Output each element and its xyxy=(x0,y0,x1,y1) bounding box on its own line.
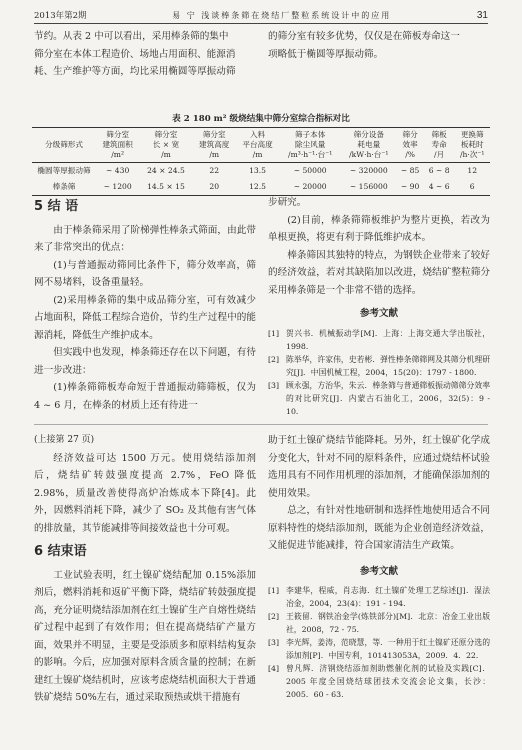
reference-item: [4] 曾凡辉．济钢烧结添加剂助燃催化剂的试验及实践[C]．2005 年度全国烧结球团技术交流会论文集，长沙：2005．60 - 63． xyxy=(268,664,490,699)
table-cell: ~ 90 xyxy=(400,182,420,191)
paragraph: 经济效益可达 1500 万元。使用烧结添加剂后，烧结矿转鼓强度提高 2.7%，FeO 降低 2.98%，质量改善使得高炉冶炼成本下降[4]。此外，因燃料消耗下降，减少了 SO₂ 及其他有害气体的排放量，其节能减排等间接效益也十分可观。 xyxy=(34,452,256,534)
continuation-note: (上接第 27 页) xyxy=(34,435,95,445)
paragraph: 棒条筛因其独特的特点，为钢铁企业带来了较好的经济效益，若对其缺陷加以改进，烧结矿整粒筛分采用棒条筛是一个非常不错的选择。 xyxy=(268,249,490,296)
table-header-row xyxy=(32,128,490,163)
table-header-cell: 筛分室 建筑高度 /m xyxy=(199,130,230,159)
table-header-cell: 筛分设备 耗电量 /kW·h·台⁻¹ xyxy=(349,130,389,159)
table-header-cell: 筛分室 建筑面积 /m² xyxy=(102,130,133,159)
top-left-text xyxy=(34,28,256,81)
table-row xyxy=(32,163,490,180)
table-caption: 表 2 180 m² 级烧结集中筛分室综合指标对比 xyxy=(172,114,350,124)
paragraph: 但实践中也发现，棒条筛还存在以下问题，有待进一步改进： xyxy=(34,347,256,376)
reference-item: [3] 顾永强，方治华，朱云．棒条筛与普通筛板振动筛筛分效率的对比研究[J]．内蒙古石油化工，2006，32(5)：9 - 10． xyxy=(268,380,490,416)
paragraph: 步研究。 xyxy=(268,197,307,208)
table-cell: 14.5 × 15 xyxy=(147,182,185,191)
table-cell: 13.5 xyxy=(249,166,267,175)
text-line: 的筛分室有较多优势，仅仅是在筛板寿命这一 xyxy=(268,31,460,42)
table-cell: 6 xyxy=(469,182,475,191)
table-cell: 20 xyxy=(209,182,220,191)
comparison-table xyxy=(32,127,490,196)
header-rule xyxy=(34,23,488,24)
section-heading: 5 结 语 xyxy=(34,199,79,214)
paragraph: 总之，有针对性地研制和选择性地使用适合不同原料特性的烧结添加剂，既能为企业创造经济效益，又能促进节能减排，符合国家清洁生产政策。 xyxy=(268,505,490,551)
table-header-cell: 筛分 效率 /% xyxy=(402,130,418,159)
table-header-cell: 筛子本体 除尘风量 /m³·h⁻¹·台⁻¹ xyxy=(288,130,333,159)
table-header-cell: 分级筛形式 xyxy=(45,140,83,149)
paragraph: 由于棒条筛采用了阶梯弹性棒条式筛面，由此带来了非常突出的优点： xyxy=(34,224,256,253)
table-cell: 棒条筛 xyxy=(52,182,76,191)
reference-item: [3] 李光辉，姜涛，范晓慧，等．一种用于红土镍矿还原分选的添加剂[P]．中国专利，101413053A，2009．4．22． xyxy=(268,638,490,660)
text-line: 耗、生产维护等方面，均比采用椭圆等厚振动筛 xyxy=(34,66,236,77)
text-line: 筛分室在本体工程造价、场地占用面积、能源消 xyxy=(34,48,236,60)
table-cell: ~ 1200 xyxy=(103,182,132,191)
table-cell: 12 xyxy=(467,166,478,175)
article-divider xyxy=(34,424,488,425)
reference-item: [1] 李建华，程威，肖志海．红土镍矿处理工艺综述[J]．湿法冶金，2004，23(4)：191 - 194． xyxy=(268,586,490,608)
paragraph: (2)目前，棒条筛筛板维护为整片更换，若改为单根更换，将更有利于降低维护成本。 xyxy=(268,214,490,243)
reference-item: [1] 贺兴书．机械振动学[M]．上海：上海交通大学出版社，1998． xyxy=(268,328,490,351)
text-line: 项略低于椭圆等厚振动筛。 xyxy=(268,48,384,60)
paragraph: (2)采用棒条筛的集中成品筛分室，可有效减少占地面积，降低工程综合造价，节约生产过程中的能源消耗，降低生产维护成本。 xyxy=(34,294,256,341)
text-line: 节约。从表 2 中可以看出，采用棒条筛的集中 xyxy=(34,31,229,42)
table-header-cell: 筛板 寿命 /月 xyxy=(431,130,447,159)
table-cell: 椭圆等厚振动筛 xyxy=(37,166,91,175)
bottom-left-column xyxy=(34,432,256,707)
table-cell: ~ 50000 xyxy=(293,166,327,175)
table-cell: ~ 85 xyxy=(400,166,420,175)
right-mid-column xyxy=(268,194,490,418)
section-5-column xyxy=(34,196,256,414)
table-cell: 24 × 24.5 xyxy=(147,166,185,175)
table-cell: ~ 20000 xyxy=(293,182,327,191)
table-cell: ~ 156000 xyxy=(349,182,388,191)
references-heading: 参考文献 xyxy=(359,565,398,577)
paragraph: (1)与普通振动筛同比条件下，筛分效率高，筛网不易堵料，设备重量轻。 xyxy=(34,259,256,288)
paragraph: 助于红土镍矿烧结节能降耗。另外，红土镍矿化学成分变化大，针对不同的原料条件，应通过烧结杯试验选用具有不同作用机理的添加剂，才能确保添加剂的使用效果。 xyxy=(268,435,490,499)
table-cell: ~ 430 xyxy=(106,166,130,175)
top-right-text xyxy=(268,28,490,63)
section-heading: 6 结束语 xyxy=(34,544,87,559)
bottom-right-column xyxy=(268,432,490,701)
running-header xyxy=(34,8,488,22)
reference-item: [2] 王筱留．钢铁冶金学(炼铁部分)[M]．北京：冶金工业出版社，2008，72 - 75． xyxy=(268,612,490,634)
table-header-cell: 更换筛 板耗时 /h·次⁻¹ xyxy=(459,130,485,159)
references-heading: 参考文献 xyxy=(359,308,398,319)
table-cell: 4 ~ 6 xyxy=(428,182,450,191)
table-header-cell: 筛分室 长 × 宽 /m xyxy=(152,130,180,159)
table-header-cell: 入料 平台高度 /m xyxy=(242,130,273,159)
reference-item: [2] 陈举华，许家伟，史若彬．弹性棒条筛筛网及其筛分机理研究[J]．中国机械工程，2004，15(20)：1797 - 1800． xyxy=(268,354,490,377)
table-cell: 6 ~ 8 xyxy=(428,166,450,175)
running-title: 易 宁 浅谈棒条筛在烧结厂整粒系统设计中的应用 xyxy=(172,10,392,20)
page-number: 31 xyxy=(476,9,488,21)
journal-issue: 2013年第2期 xyxy=(34,11,87,21)
table-cell: ~ 320000 xyxy=(349,166,388,175)
table-cell: 22 xyxy=(209,166,220,175)
paragraph: (1)棒条筛筛板寿命短于普通振动筛筛板，仅为 4 ~ 6 月，在棒条的材质上还有待进一 xyxy=(34,382,256,411)
table-cell: 12.5 xyxy=(249,182,267,191)
paragraph: 工业试验表明，红土镍矿烧结配加 0.15%添加剂后，燃料消耗和返矿平衡下降，烧结矿转鼓强度提高，充分证明烧结添加剂在红土镍矿生产自熔性烧结矿过程中起到了有效作用；但在提高烧结矿产量方面，效果并不明显，主要是受添质多和原料结构复杂的影响。今后，应加强对原料含质含量的控制；在新建红土镍矿烧结机时，应该考虑烧结机面积大于普通铁矿烧结 50%左右，通过采取预热或烘干措施有 xyxy=(34,569,256,703)
